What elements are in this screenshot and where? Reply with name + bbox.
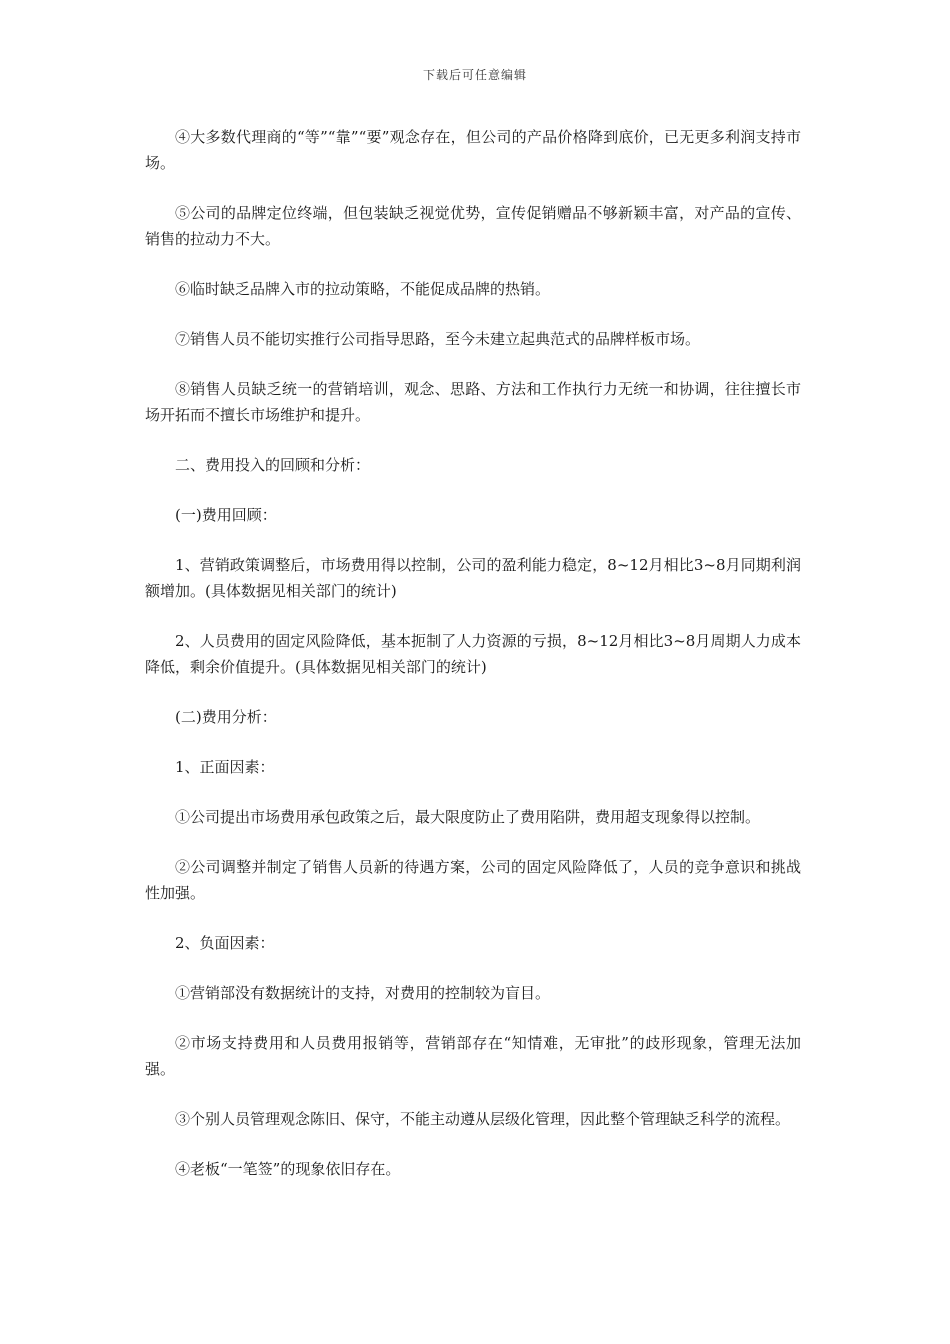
section-heading: 二、费用投入的回顾和分析： [175, 456, 371, 474]
paragraph: ⑧销售人员缺乏统一的营销培训，观念、思路、方法和工作执行力无统一和协调，往往擅长市场开拓而不擅长市场维护和提升。 [145, 380, 801, 424]
paragraph: ④大多数代理商的“等”“靠”“要”观念存在，但公司的产品价格降到底价，已无更多利润支持市场。 [145, 128, 801, 172]
subsection-heading: (一)费用回顾： [175, 506, 277, 524]
paragraph: 2、人员费用的固定风险降低，基本扼制了人力资源的亏损，8~12月相比3~8月周期人力成本降低，剩余价值提升。(具体数据见相关部门的统计) [145, 632, 801, 676]
paragraph: ①营销部没有数据统计的支持，对费用的控制较为盲目。 [175, 984, 551, 1002]
paragraph: ③个别人员管理观念陈旧、保守，不能主动遵从层级化管理，因此整个管理缺乏科学的流程。 [175, 1110, 791, 1128]
paragraph: ⑤公司的品牌定位终端，但包装缺乏视觉优势，宣传促销赠品不够新颖丰富，对产品的宣传、销售的拉动力不大。 [145, 204, 801, 248]
paragraph: ⑦销售人员不能切实推行公司指导思路，至今未建立起典范式的品牌样板市场。 [175, 330, 701, 348]
list-heading: 2、负面因素： [175, 934, 275, 952]
paragraph: ②公司调整并制定了销售人员新的待遇方案，公司的固定风险降低了，人员的竞争意识和挑战性加强。 [145, 858, 801, 902]
list-heading: 1、正面因素： [175, 758, 275, 776]
paragraph: ④老板“一笔签”的现象依旧存在。 [175, 1160, 401, 1178]
paragraph: ②市场支持费用和人员费用报销等，营销部存在“知情难，无审批”的歧形现象，管理无法加强。 [145, 1034, 801, 1078]
paragraph: 1、营销政策调整后，市场费用得以控制，公司的盈利能力稳定，8~12月相比3~8月同期利润额增加。(具体数据见相关部门的统计) [145, 556, 801, 600]
paragraph: ⑥临时缺乏品牌入市的拉动策略，不能促成品牌的热销。 [175, 280, 551, 298]
document-body [145, 124, 801, 1206]
page-header: 下载后可任意编辑 [422, 68, 527, 82]
subsection-heading: (二)费用分析： [175, 708, 277, 726]
paragraph: ①公司提出市场费用承包政策之后，最大限度防止了费用陷阱，费用超支现象得以控制。 [175, 808, 761, 826]
